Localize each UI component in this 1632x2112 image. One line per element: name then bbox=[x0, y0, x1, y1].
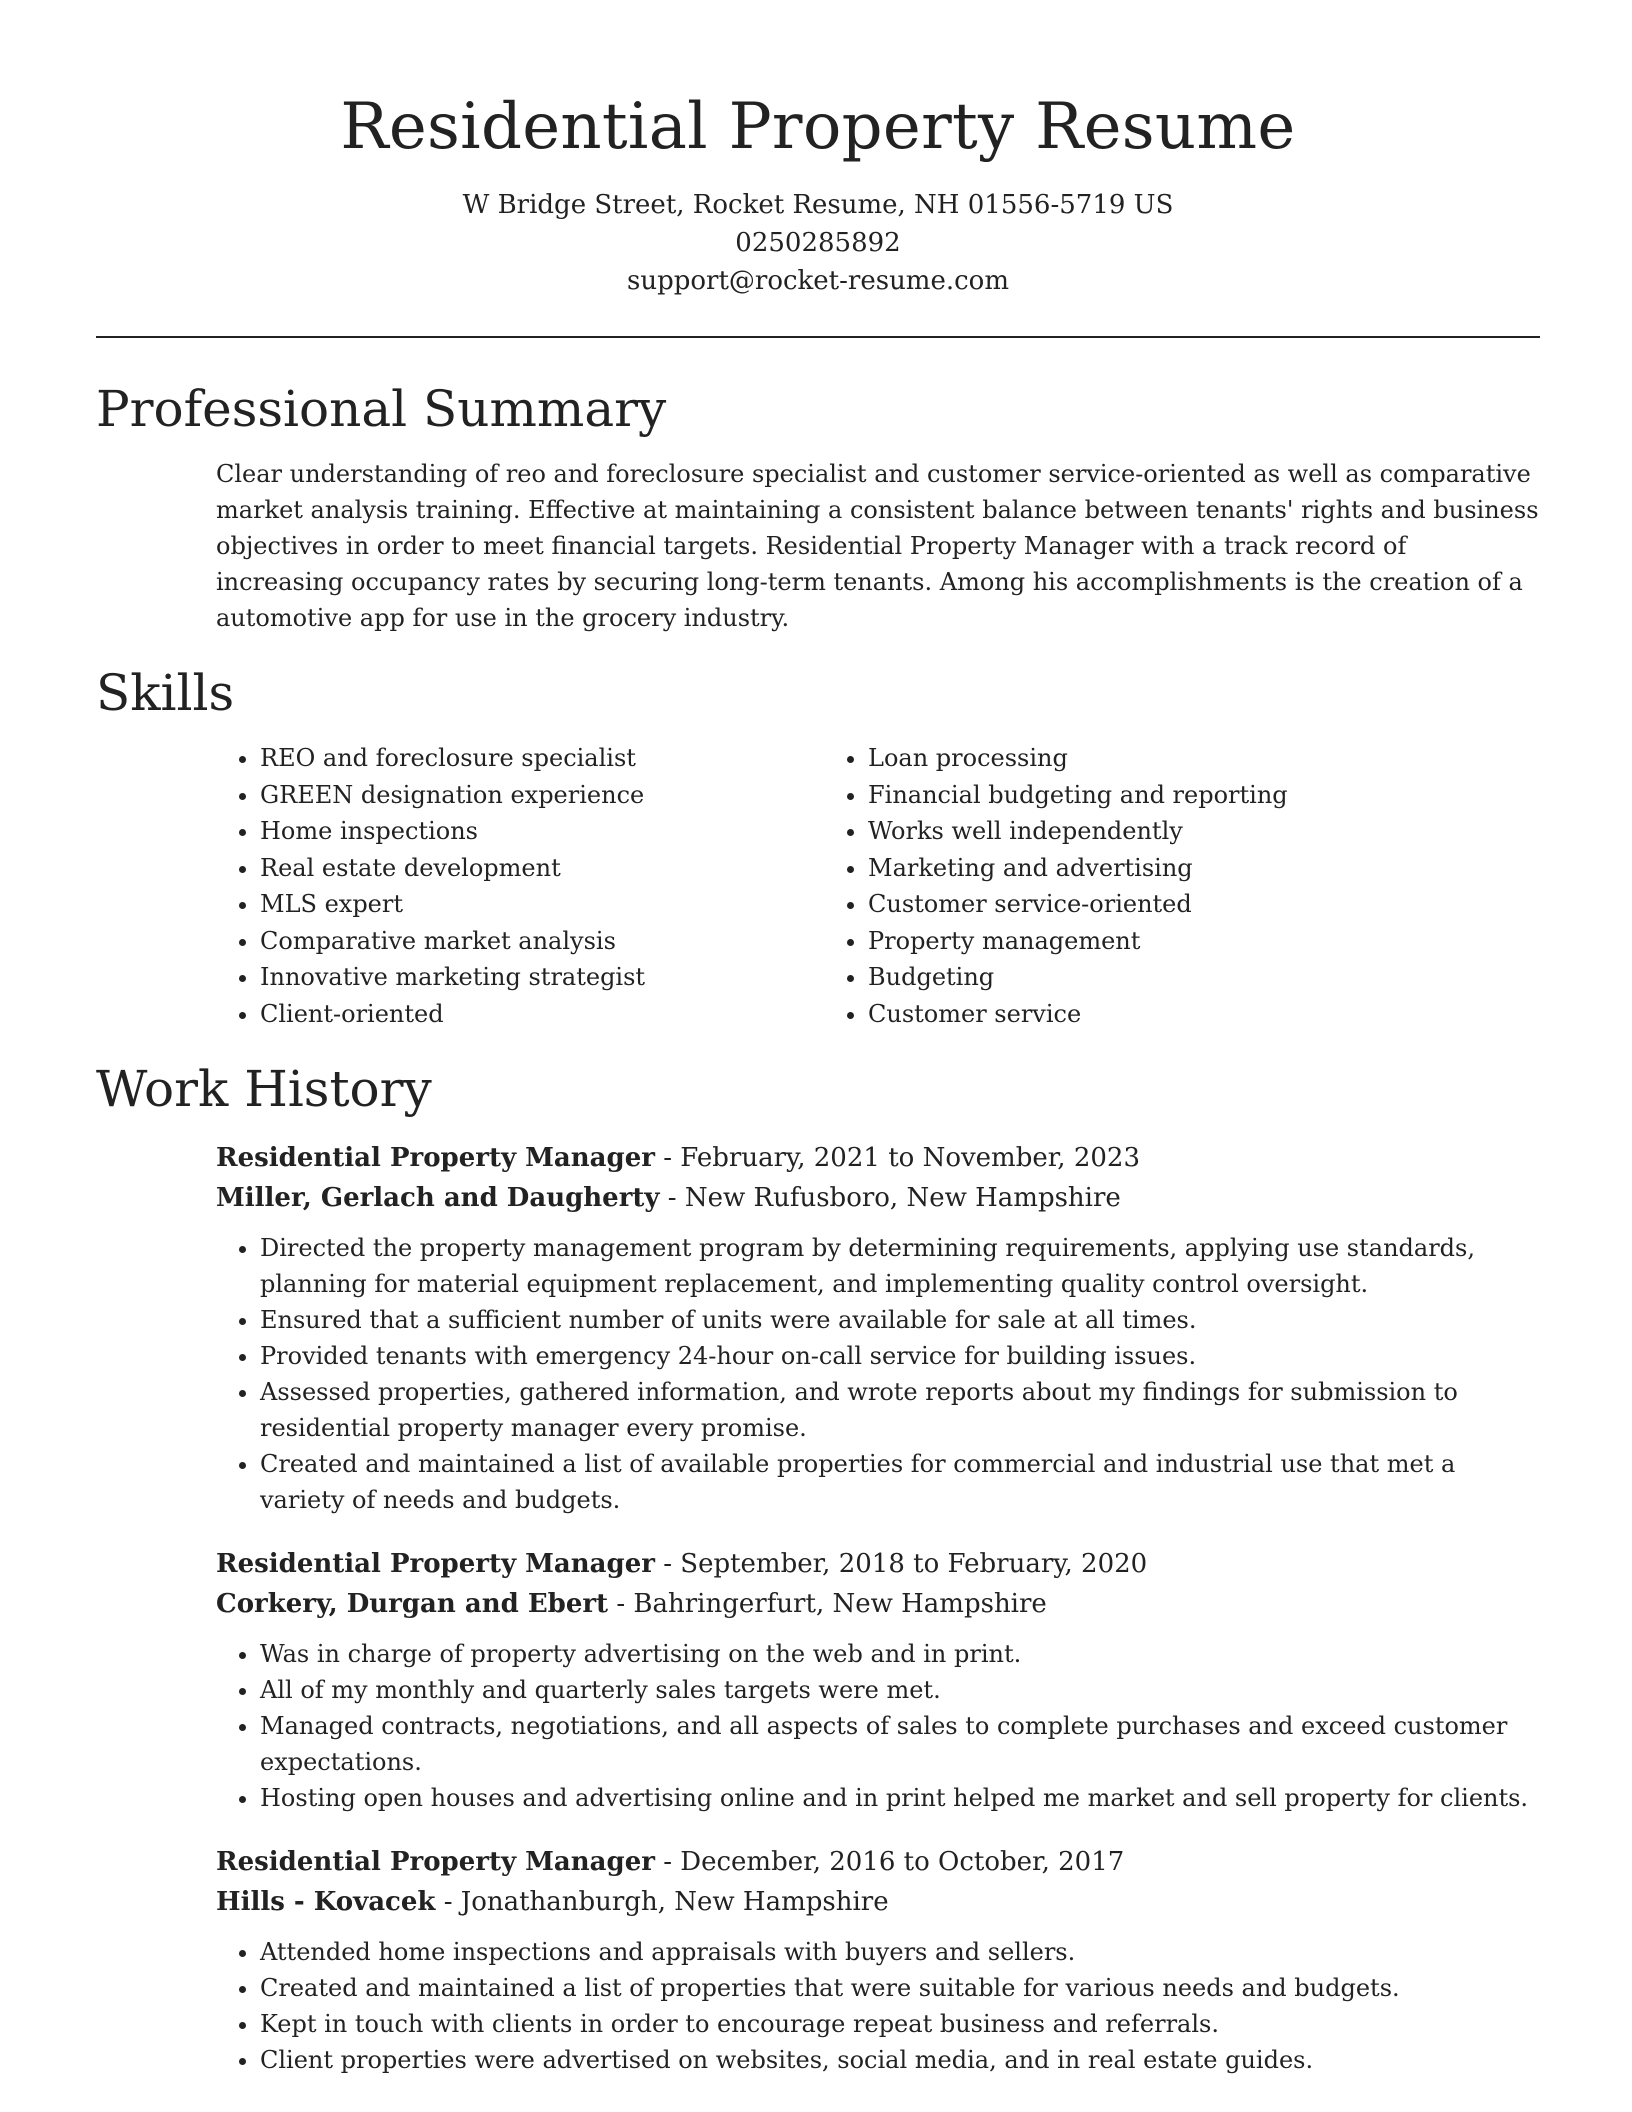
skills-column-left bbox=[216, 740, 824, 1032]
section-heading-work: Work History bbox=[96, 1060, 432, 1118]
job-company: Corkery, Durgan and Ebert bbox=[216, 1589, 609, 1619]
skill-item: • Customer service bbox=[868, 996, 1288, 1033]
skills-grid bbox=[216, 740, 1540, 1032]
job-title-line bbox=[216, 1138, 1540, 1178]
skill-item: • Loan processing bbox=[868, 740, 1288, 777]
job-bullet: • Created and maintained a list of properties that were suitable for various needs and budgets. bbox=[260, 1970, 1540, 2006]
job-location: - Bahringerfurt, New Hampshire bbox=[608, 1589, 1047, 1619]
section-heading-skills: Skills bbox=[96, 664, 235, 722]
resume-page bbox=[96, 0, 1540, 2078]
contact-block bbox=[96, 186, 1540, 300]
skill-item: • REO and foreclosure specialist bbox=[260, 740, 824, 777]
job-dates: - February, 2021 to November, 2023 bbox=[654, 1143, 1140, 1173]
job-company-line bbox=[216, 1178, 1540, 1218]
job-bullet: • Client properties were advertised on websites, social media, and in real estate guides. bbox=[260, 2042, 1540, 2078]
job-title: Residential Property Manager bbox=[216, 1847, 655, 1877]
contact-address: W Bridge Street, Rocket Resume, NH 01556-5719 US bbox=[462, 190, 1174, 220]
job-dates: - December, 2016 to October, 2017 bbox=[654, 1847, 1125, 1877]
skill-item: • GREEN designation experience bbox=[260, 777, 824, 814]
job-bullet: • Managed contracts, negotiations, and all aspects of sales to complete purchases and exceed customer expectations. bbox=[260, 1708, 1540, 1780]
job-bullet: • Ensured that a sufficient number of units were available for sale at all times. bbox=[260, 1302, 1540, 1338]
job-title-line bbox=[216, 1842, 1540, 1882]
job-bullet: • Kept in touch with clients in order to encourage repeat business and referrals. bbox=[260, 2006, 1540, 2042]
skill-item: • Works well independently bbox=[868, 813, 1288, 850]
section-heading-summary: Professional Summary bbox=[96, 380, 667, 438]
contact-email: support@rocket-resume.com bbox=[626, 266, 1009, 296]
job-bullets bbox=[216, 1934, 1540, 2078]
professional-summary-section bbox=[96, 374, 1540, 636]
skill-item: • Marketing and advertising bbox=[868, 850, 1288, 887]
work-history-section bbox=[96, 1054, 1540, 2078]
job-company-line bbox=[216, 1882, 1540, 1922]
job-bullet: • Assessed properties, gathered information, and wrote reports about my findings for submission to residential property manager every promise. bbox=[260, 1374, 1540, 1446]
skill-item: • MLS expert bbox=[260, 886, 824, 923]
job-bullets bbox=[216, 1636, 1540, 1816]
job-bullet: • Was in charge of property advertising on the web and in print. bbox=[260, 1636, 1540, 1672]
summary-text: Clear understanding of reo and foreclosure specialist and customer service-oriented as well as comparative market analysis training. Effective at maintaining a consistent balance between tenants' rights and business objectives in order to meet financial targets. Residential Property Manager with a track record of increasing occupancy rates by securing long-term tenants. Among his accomplishments is the creation of a automotive app for use in the grocery industry. bbox=[216, 460, 1539, 632]
job-title: Residential Property Manager bbox=[216, 1549, 655, 1579]
job-title-line bbox=[216, 1544, 1540, 1584]
skill-item: • Property management bbox=[868, 923, 1288, 960]
job-location: - New Rufusboro, New Hampshire bbox=[659, 1183, 1121, 1213]
job-dates: - September, 2018 to February, 2020 bbox=[654, 1549, 1148, 1579]
job-entry bbox=[216, 1138, 1540, 1518]
job-location: - Jonathanburgh, New Hampshire bbox=[435, 1887, 889, 1917]
skill-item: • Financial budgeting and reporting bbox=[868, 777, 1288, 814]
job-bullets bbox=[216, 1230, 1540, 1518]
skills-section bbox=[96, 658, 1540, 1032]
header-divider bbox=[96, 336, 1540, 338]
skill-item: • Budgeting bbox=[868, 959, 1288, 996]
skill-item: • Customer service-oriented bbox=[868, 886, 1288, 923]
skill-item: • Real estate development bbox=[260, 850, 824, 887]
job-bullet: • Provided tenants with emergency 24-hour on-call service for building issues. bbox=[260, 1338, 1540, 1374]
skill-item: • Client-oriented bbox=[260, 996, 824, 1033]
skill-item: • Innovative marketing strategist bbox=[260, 959, 824, 996]
skills-column-right bbox=[824, 740, 1288, 1032]
job-bullet: • Created and maintained a list of available properties for commercial and industrial use that met a variety of needs and budgets. bbox=[260, 1446, 1540, 1518]
contact-phone: 0250285892 bbox=[735, 228, 901, 258]
skill-item: • Home inspections bbox=[260, 813, 824, 850]
skill-item: • Comparative market analysis bbox=[260, 923, 824, 960]
job-entry bbox=[216, 1842, 1540, 2078]
job-company-line bbox=[216, 1584, 1540, 1624]
job-bullet: • Attended home inspections and appraisals with buyers and sellers. bbox=[260, 1934, 1540, 1970]
job-bullet: • All of my monthly and quarterly sales targets were met. bbox=[260, 1672, 1540, 1708]
job-title: Residential Property Manager bbox=[216, 1143, 655, 1173]
job-bullet: • Directed the property management program by determining requirements, applying use standards, planning for material equipment replacement, and implementing quality control oversight. bbox=[260, 1230, 1540, 1302]
job-company: Hills - Kovacek bbox=[216, 1887, 436, 1917]
job-company: Miller, Gerlach and Daugherty bbox=[216, 1183, 660, 1213]
job-entry bbox=[216, 1544, 1540, 1816]
job-bullet: • Hosting open houses and advertising online and in print helped me market and sell property for clients. bbox=[260, 1780, 1540, 1816]
resume-title: Residential Property Resume bbox=[340, 90, 1296, 164]
